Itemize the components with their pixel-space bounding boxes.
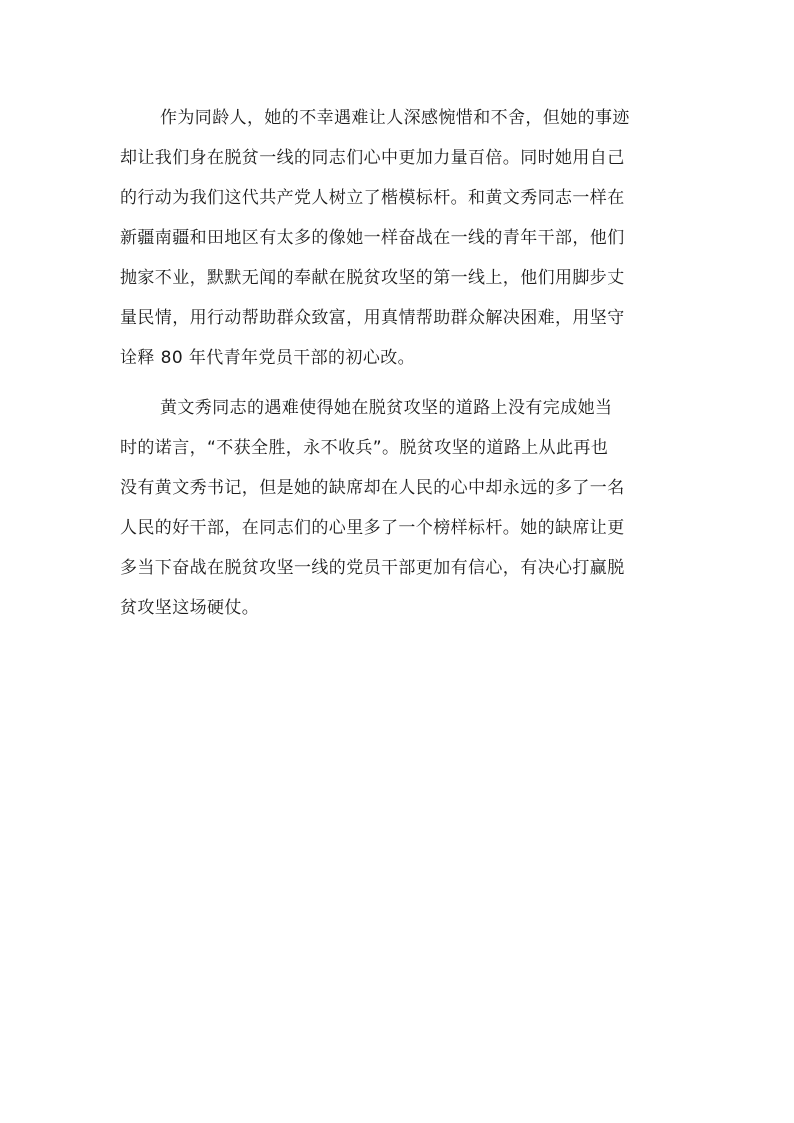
- paragraph-1-line-2: 却让我们身在脱贫一线的同志们心中更加力量百倍。同时她用自己: [120, 148, 625, 168]
- paragraph-1-line-7: 诠释 80 年代青年党员干部的初心改。: [120, 348, 416, 368]
- paragraph-2-line-2: 时的诺言，“不获全胜，永不收兵”。脱贫攻坚的道路上从此再也: [120, 438, 609, 458]
- paragraph-1-line-6: 量民情，用行动帮助群众致富，用真情帮助群众解决困难，用坚守: [120, 308, 625, 328]
- paragraph-1-line-3: 的行动为我们这代共产党人树立了楷模标杆。和黄文秀同志一样在: [120, 188, 625, 208]
- paragraph-1-line-4: 新疆南疆和田地区有太多的像她一样奋战在一线的青年干部，他们: [120, 228, 625, 248]
- paragraph-2-line-6: 贫攻坚这场硬仗。: [120, 598, 260, 618]
- paragraph-1-line-5: 抛家不业，默默无闻的奉献在脱贫攻坚的第一线上，他们用脚步丈: [120, 268, 625, 288]
- paragraph-2-line-3: 没有黄文秀书记，但是她的缺席却在人民的心中却永远的多了一名: [120, 478, 625, 498]
- paragraph-2-line-5: 多当下奋战在脱贫攻坚一线的党员干部更加有信心，有决心打赢脱: [120, 558, 625, 578]
- paragraph-2-line-4: 人民的好干部，在同志们的心里多了一个榜样标杆。她的缺席让更: [120, 518, 625, 538]
- paragraph-1-line-1: 作为同龄人，她的不幸遇难让人深感惋惜和不舍，但她的事迹: [160, 108, 630, 128]
- paragraph-2-line-1: 黄文秀同志的遇难使得她在脱贫攻坚的道路上没有完成她当: [160, 398, 613, 418]
